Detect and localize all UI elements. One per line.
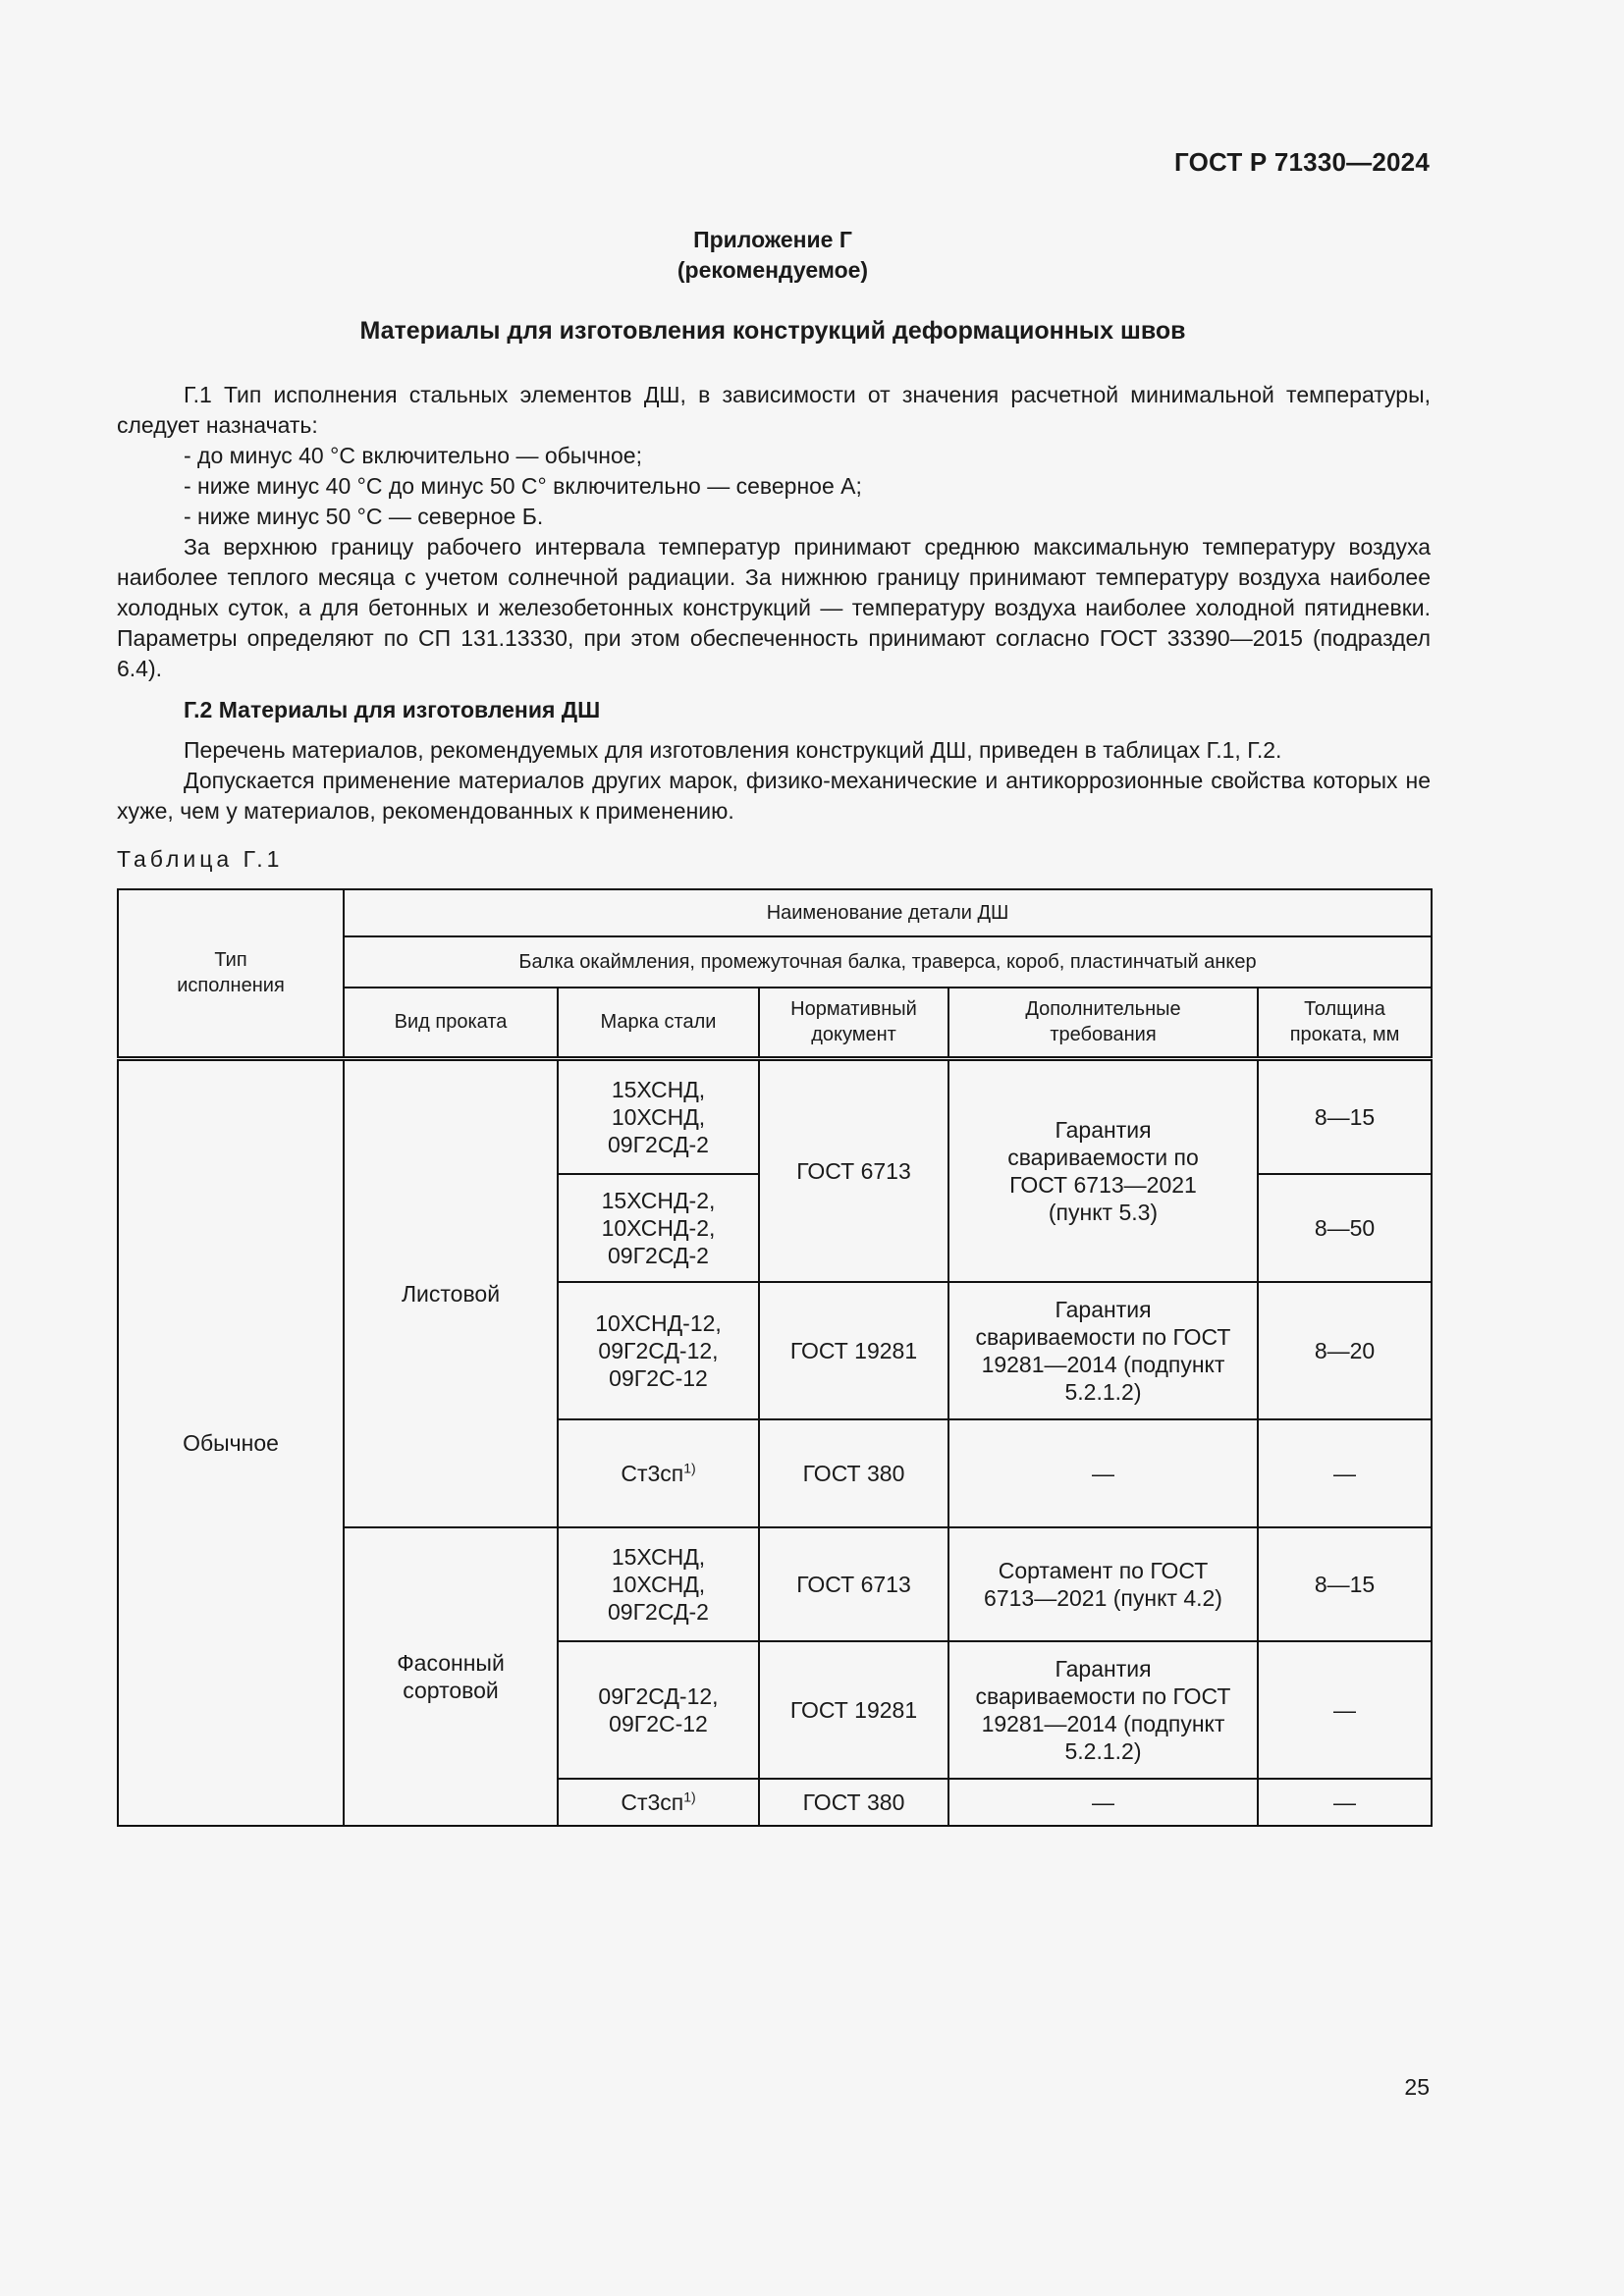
grade-text: Ст3сп: [621, 1789, 684, 1815]
cell-grade: 10ХСНД-12, 09Г2СД-12, 09Г2С-12: [558, 1282, 759, 1419]
cell-grade: [558, 1419, 759, 1527]
cell-thickness: —: [1258, 1779, 1432, 1826]
cell-requirement: Гарантия свариваемости по ГОСТ 19281—2014 (подпункт 5.2.1.2): [948, 1282, 1258, 1419]
cell-thickness: —: [1258, 1641, 1432, 1779]
page-number: 25: [1404, 2074, 1430, 2100]
cell-doc: ГОСТ 380: [759, 1419, 948, 1527]
header-additional-req: Дополнительные требования: [948, 988, 1258, 1058]
appendix-heading: [0, 225, 1545, 286]
cell-grade: 15ХСНД-2, 10ХСНД-2, 09Г2СД-2: [558, 1174, 759, 1282]
cell-doc: ГОСТ 6713: [759, 1527, 948, 1641]
cell-profile: Фасонный сортовой: [344, 1527, 558, 1826]
cell-doc: ГОСТ 380: [759, 1779, 948, 1826]
cell-thickness: 8—15: [1258, 1527, 1432, 1641]
g2-paragraph-1: Перечень материалов, рекомендуемых для изготовления конструкций ДШ, приведен в таблицах Г.1, Г.2.: [184, 737, 1282, 763]
cell-requirement: Сортамент по ГОСТ 6713—2021 (пункт 4.2): [948, 1527, 1258, 1641]
cell-requirement: Гарантия свариваемости по ГОСТ 6713—2021 (пункт 5.3): [948, 1058, 1258, 1282]
document-code: ГОСТ Р 71330—2024: [1174, 147, 1430, 177]
header-type: Тип исполнения: [118, 889, 344, 1058]
cell-requirement: —: [948, 1419, 1258, 1527]
g1-list-item: - до минус 40 °С включительно — обычное;: [184, 443, 642, 468]
cell-grade: 15ХСНД, 10ХСНД, 09Г2СД-2: [558, 1527, 759, 1641]
cell-thickness: 8—15: [1258, 1058, 1432, 1174]
appendix-title: Материалы для изготовления конструкций деформационных швов: [359, 317, 1186, 345]
header-part-name: Наименование детали ДШ: [344, 889, 1432, 936]
header-steel-grade: Марка стали: [558, 988, 759, 1058]
cell-requirement: —: [948, 1779, 1258, 1826]
cell-requirement: Гарантия свариваемости по ГОСТ 19281—2014 (подпункт 5.2.1.2): [948, 1641, 1258, 1779]
section-g2: [117, 695, 1431, 827]
header-normative-doc: Нормативный документ: [759, 988, 948, 1058]
cell-thickness: 8—20: [1258, 1282, 1432, 1419]
header-part-group: Балка окаймления, промежуточная балка, траверса, короб, пластинчатый анкер: [344, 936, 1432, 988]
footnote-ref: 1): [683, 1460, 696, 1476]
cell-doc: ГОСТ 19281: [759, 1282, 948, 1419]
header-thickness: Толщина проката, мм: [1258, 988, 1432, 1058]
cell-type-value: Обычное: [118, 1058, 344, 1826]
cell-thickness: 8—50: [1258, 1174, 1432, 1282]
cell-grade: [558, 1779, 759, 1826]
cell-doc: ГОСТ 6713: [759, 1058, 948, 1282]
table-header-row: [118, 889, 1432, 936]
table-row: [118, 1058, 1432, 1174]
g2-paragraph-2: Допускается применение материалов других марок, физико-механические и антикоррозионные свойства которых не хуже, чем у материалов, рекомендованных к применению.: [117, 768, 1431, 824]
appendix-status: (рекомендуемое): [677, 257, 869, 283]
header-rolled-type: Вид проката: [344, 988, 558, 1058]
g1-paragraph: За верхнюю границу рабочего интервала температур принимают среднюю максимальную температуру воздуха наиболее теплого месяца с учетом солнечной радиации. За нижнюю границу принимают температуру воздуха наиболее холодных суток, а для бетонных и железобетонных конструкций — температуру воздуха наиболее холодной пятидневки. Параметры определяют по СП 131.13330, при этом обеспеченность принимают согласно ГОСТ 33390—2015 (подраздел 6.4).: [117, 534, 1431, 681]
cell-grade: 09Г2СД-12, 09Г2С-12: [558, 1641, 759, 1779]
materials-table: [117, 888, 1433, 1827]
grade-text: Ст3сп: [621, 1461, 684, 1486]
g1-intro: Г.1 Тип исполнения стальных элементов ДШ, в зависимости от значения расчетной минимальной температуры, следует назначать:: [117, 382, 1431, 438]
g1-list-item: - ниже минус 40 °С до минус 50 С° включительно — северное А;: [184, 473, 862, 499]
section-g1: [117, 380, 1431, 684]
cell-doc: ГОСТ 19281: [759, 1641, 948, 1779]
cell-sheet: Листовой: [344, 1058, 558, 1527]
g1-list-item: - ниже минус 50 °С — северное Б.: [184, 504, 544, 529]
table-caption: Таблица Г.1: [117, 846, 284, 872]
appendix-label: Приложение Г: [693, 227, 852, 252]
cell-grade: 15ХСНД, 10ХСНД, 09Г2СД-2: [558, 1058, 759, 1174]
footnote-ref: 1): [683, 1789, 696, 1805]
g2-heading: Г.2 Материалы для изготовления ДШ: [184, 697, 601, 722]
cell-thickness: —: [1258, 1419, 1432, 1527]
